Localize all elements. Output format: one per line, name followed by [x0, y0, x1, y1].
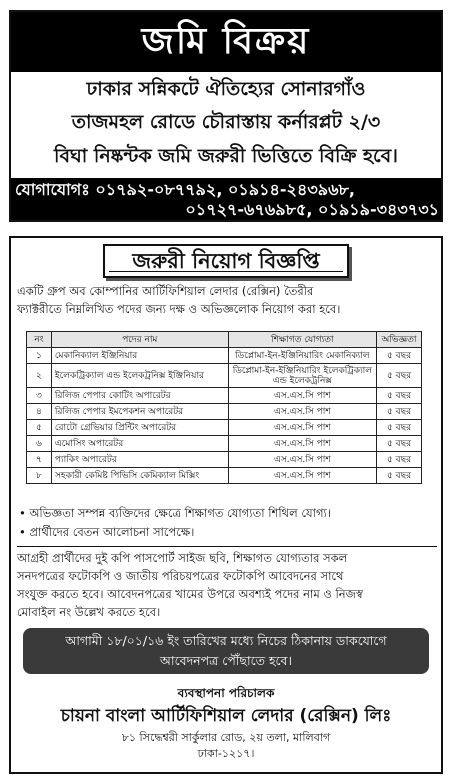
- land-sale-line-1: ঢাকার সন্নিকটে ঐতিহ্যের সোনারগাঁও: [86, 78, 366, 100]
- row-no: ২: [27, 364, 52, 388]
- table-header-row: [27, 332, 422, 348]
- job-notice-title: [103, 244, 349, 278]
- row-no: ১: [27, 348, 52, 364]
- deadline-line: আগামী ১৮/০১/১৬ ইং তারিখের মধ্যে নিচের ঠিকানায় ডাকযোগে: [65, 633, 387, 648]
- row-post: ইলেকট্রিক্যাল এন্ড ইলেকট্রনিক্স ইঞ্জিনিয়ার: [51, 364, 228, 388]
- row-education: এস.এস.সি পাশ: [228, 388, 376, 404]
- deadline-banner: [23, 628, 429, 674]
- row-experience: ৫ বছর: [377, 404, 422, 420]
- table-row: [27, 348, 422, 364]
- job-notice-ad: [9, 236, 443, 774]
- row-education: এস.এস.সি পাশ: [228, 420, 376, 436]
- job-notice-title-text: জরুরী নিয়োগ বিজ্ঞপ্তি: [132, 249, 320, 273]
- land-sale-line-2: তাজমহল রোডে চৌরাস্তায় কর্নারপ্লট ২/৩: [71, 111, 381, 133]
- apply-line: সংযুক্ত করতে হবে। আবেদনপত্রের খামের উপরে অবশ্যই পদের নাম ও নিজস্ব: [17, 587, 363, 601]
- row-no: ৭: [27, 452, 52, 468]
- company-address: ৮১ সিদ্ধেশ্বরী সার্কুলার রোড, ২য় তলা, মালিবাগ: [121, 731, 331, 744]
- row-experience: ৫ বছর: [377, 452, 422, 468]
- row-experience: ৫ বছর: [377, 468, 422, 484]
- title-underline: [109, 271, 343, 272]
- company-name: চায়না বাংলা আর্টিফিশিয়াল লেদার (রেক্সিন) লিঃ: [60, 706, 392, 726]
- row-no: ৩: [27, 388, 52, 404]
- land-sale-line-3: বিঘা নিষ্কন্টক জমি জরুরী ভিত্তিতে বিক্রি হবে।: [54, 145, 398, 167]
- row-no: ৫: [27, 420, 52, 436]
- table-row: [27, 420, 422, 436]
- row-experience: ৫ বছর: [377, 388, 422, 404]
- contact-numbers-line-1: যোগাযোগঃ ০১৭৯২-০৮৭৭৯২, ০১৯১৪-২৪৩৯৬৮,: [15, 180, 355, 199]
- row-education: এস.এস.সি পাশ: [228, 404, 376, 420]
- row-post: রিলিজ পেপার কোটিং অপারেটর: [51, 388, 228, 404]
- apply-line: মোবাইল নং উল্লেখ করতে হবে।: [17, 605, 161, 619]
- table-row: [27, 452, 422, 468]
- row-education: এস.এস.সি পাশ: [228, 436, 376, 452]
- note-item: • অভিজ্ঞতা সম্পন্ন ব্যক্তিদের ক্ষেত্রে শিক্ষাগত যোগ্যতা শিথিল যোগ্য।: [19, 506, 331, 520]
- row-experience: ৫ বছর: [377, 436, 422, 452]
- header-education: শিক্ষাগত যোগ্যতা: [228, 332, 376, 348]
- table-row: [27, 436, 422, 452]
- header-experience: অভিজ্ঞতা: [377, 332, 422, 348]
- row-no: ৮: [27, 468, 52, 484]
- row-experience: ৫ বছর: [377, 348, 422, 364]
- land-sale-title: জমি বিক্রয়: [11, 12, 441, 72]
- application-instructions: [17, 546, 437, 621]
- row-post: রোটো গ্রেভিয়ার প্রিন্টিং অপারেটর: [51, 420, 228, 436]
- contact-bar: [11, 178, 441, 220]
- apply-line: আগ্রহী প্রার্থীদের দুই কপি পাসপোর্ট সাইজ ছবি, শিক্ষাগত যোগ্যতার সকল: [17, 551, 348, 565]
- signatory-role: ব্যবস্থাপনা পরিচালক: [177, 686, 275, 700]
- job-notice-intro: [17, 282, 437, 318]
- row-education: এস.এস.সি পাশ: [228, 452, 376, 468]
- table-row: [27, 404, 422, 420]
- row-no: ৬: [27, 436, 52, 452]
- row-experience: ৫ বছর: [377, 420, 422, 436]
- table-row: [27, 364, 422, 388]
- row-education: ডিপ্লোমা-ইন-ইঞ্জিনিয়ারিং ইলেকট্রিক্যাল এন্ড ইলেকট্রনিক্স: [228, 364, 376, 388]
- intro-line: ফ্যাক্টরীতে নিম্নলিখিত পদের জন্য দক্ষ ও অভিজ্ঞলোক নিয়োগ করা হবে।: [17, 302, 341, 316]
- row-post: প্যাকিং অপারেটর: [51, 452, 228, 468]
- row-post: মেকানিক্যাল ইঞ্জিনিয়ার: [51, 348, 228, 364]
- note-item: • প্রার্থীদের বেতন আলোচনা সাপেক্ষে।: [19, 525, 195, 539]
- row-no: ৪: [27, 404, 52, 420]
- contact-numbers-line-2: ০১৭২৭-৬৭৬৯৮৫, ০১৯১৯-৩৪৩৭৩১: [185, 200, 439, 219]
- table-row: [27, 468, 422, 484]
- row-education: এস.এস.সি পাশ: [228, 468, 376, 484]
- job-positions-table: [26, 331, 422, 484]
- header-no: নং: [27, 332, 52, 348]
- company-footer: [11, 684, 441, 762]
- header-post: পদের নাম: [51, 332, 228, 348]
- apply-line: সনদপত্রের ফটোকপি ও জাতীয় পরিচয়পত্রের ফটোকপি আবেদনের সাথে: [17, 569, 344, 583]
- notes-list: [19, 504, 437, 542]
- company-city: ঢাকা-১২১৭।: [197, 747, 255, 760]
- row-experience: ৫ বছর: [377, 364, 422, 388]
- row-post: এমোসিং অপারেটর: [51, 436, 228, 452]
- row-post: সহকারী কেমিষ্ট পিভিসি কেমিক্যাল মিক্সিং: [51, 468, 228, 484]
- deadline-line: আবেদনপত্র পৌঁছাতে হবে।: [160, 653, 292, 668]
- table-row: [27, 388, 422, 404]
- land-sale-ad: [9, 10, 443, 222]
- row-post: রিলিজ পেপার ইমপেকশন অপারেটর: [51, 404, 228, 420]
- row-education: ডিপ্লোমা-ইন-ইঞ্জিনিয়ারিং মেকানিক্যাল: [228, 348, 376, 364]
- intro-line: একটি গ্রুপ অব কোম্পানির আর্টিফিশিয়াল লেদার (রেক্সিন) তৈরীর: [17, 284, 314, 298]
